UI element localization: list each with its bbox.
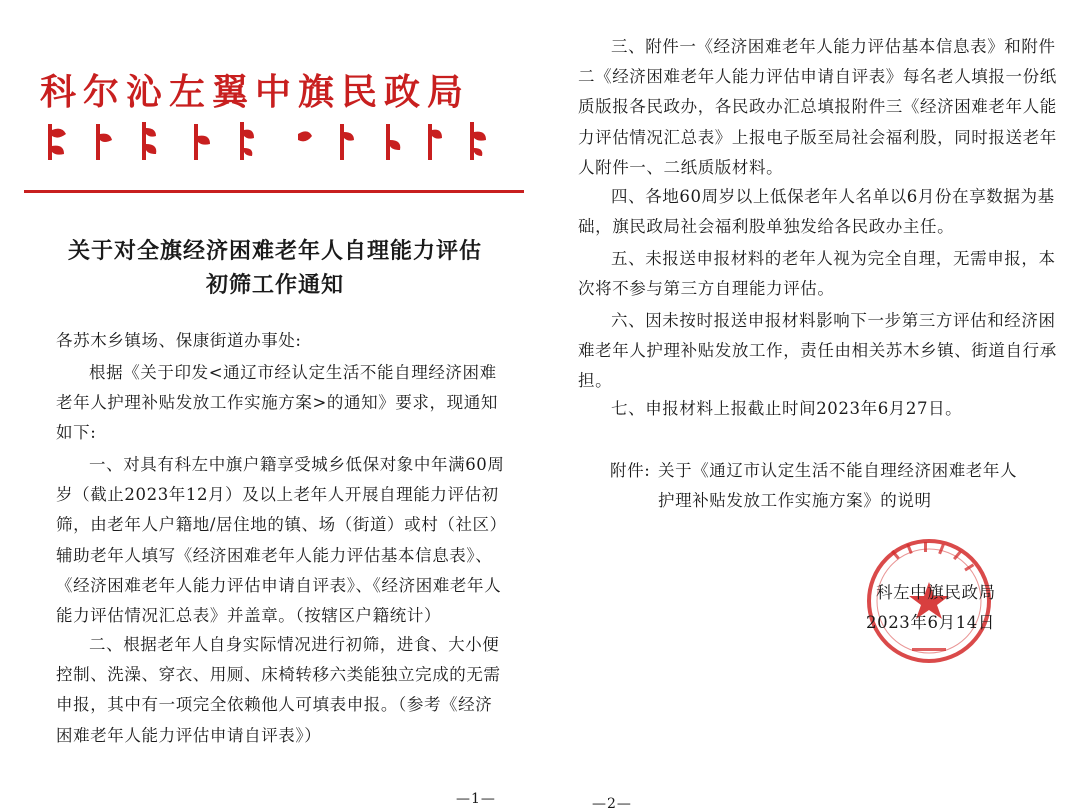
right-page xyxy=(548,0,1080,812)
attachment-line-2: 护理补贴发放工作实施方案》的说明 xyxy=(658,491,932,510)
signature-organization: 科左中旗民政局 xyxy=(876,583,996,602)
red-divider xyxy=(24,190,524,193)
attachment-label: 附件: xyxy=(610,461,651,480)
item-7-paragraph: 七、申报材料上报截止时间2023年6月27日。 xyxy=(611,399,963,418)
attachment-line-1: 关于《通辽市认定生活不能自理经济困难老年人 xyxy=(658,461,1018,480)
item-5-paragraph: 五、未报送申报材料的老年人视为完全自理，无需申报，本次将不参与第三方自理能力评估。 xyxy=(578,249,1056,299)
document-title-line-1: 关于对全旗经济困难老年人自理能力评估 xyxy=(67,238,482,264)
salutation: 各苏木乡镇场、保康街道办事处: xyxy=(56,331,302,350)
left-page xyxy=(0,0,540,809)
page-number-1: —1— xyxy=(456,791,496,807)
signature-date: 2023年6月14日 xyxy=(866,613,995,632)
item-4-paragraph: 四、各地60周岁以上低保老年人名单以6月份在享数据为基础，旗民政局社会福利股单独发给各民政办主任。 xyxy=(578,187,1055,237)
page-number-2: —2— xyxy=(592,796,632,812)
item-3-paragraph: 三、附件一《经济困难老年人能力评估基本信息表》和附件二《经济困难老年人能力评估申请自评表》每名老人填报一份纸质版报各民政办，各民政办汇总填报附件三《经济困难老年人能力评估情况汇总表》上报电子版至局社会福利股，同时报送老年人附件一、二纸质版材料。 xyxy=(578,37,1057,177)
mongolian-script-line xyxy=(44,118,510,164)
item-6-paragraph: 六、因未按时报送申报材料影响下一步第三方评估和经济困难老年人护理补贴发放工作，责任由相关苏木乡镇、街道自行承担。 xyxy=(578,311,1057,391)
item-1-paragraph: 一、对具有科左中旗户籍享受城乡低保对象中年满60周岁（截止2023年12月）及以上老年人开展自理能力评估初筛，由老年人户籍地/居住地的镇、场（街道）或村（社区）辅助老年人填写《经济困难老年人能力评估基本信息表》、《经济困难老年人能力评估申请自评表》、《经济困难老年人能力评估情况汇总表》并盖章。（按辖区户籍统计） xyxy=(56,455,505,626)
document-title-line-2: 初筛工作通知 xyxy=(205,272,344,298)
org-name-header: 科尔沁左翼中旗民政局 xyxy=(40,71,471,113)
item-2-paragraph: 二、根据老年人自身实际情况进行初筛，进食、大小便控制、洗澡、穿衣、用厕、床椅转移六类能独立完成的无需申报，其中有一项完全依赖他人可填表申报。（参考《经济困难老年人能力评估申请自评表》） xyxy=(56,635,501,745)
intro-paragraph: 根据《关于印发<通辽市经认定生活不能自理经济困难老年人护理补贴发放工作实施方案>的通知》要求，现通知如下: xyxy=(56,363,498,443)
